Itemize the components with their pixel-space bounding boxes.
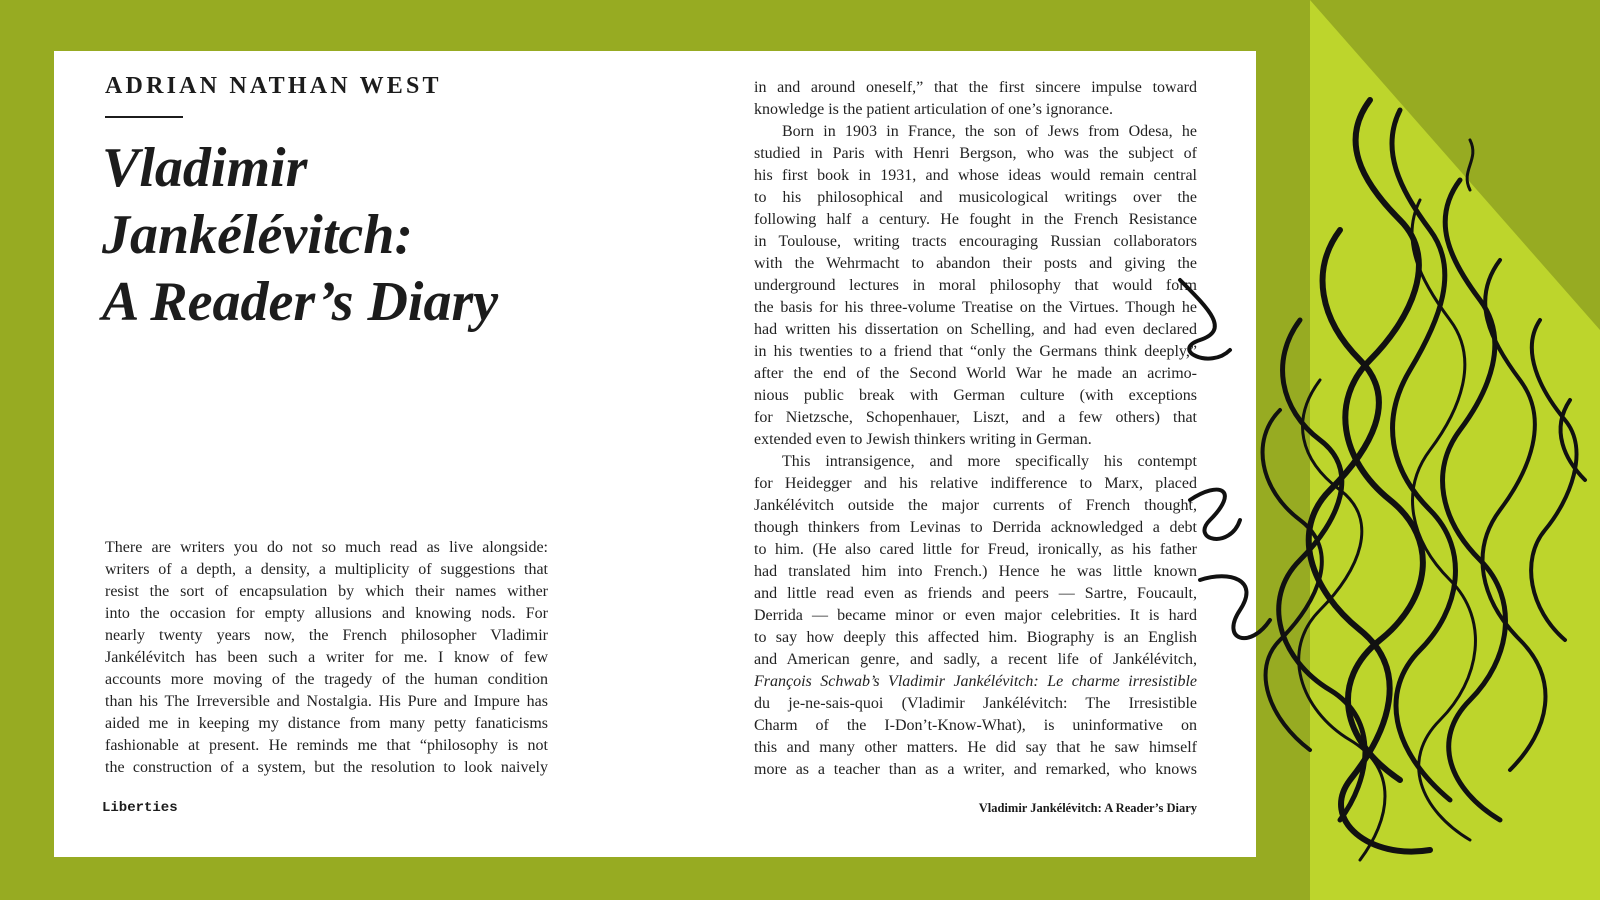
body-line: and little read even as friends and peers — Sartre, Foucault, bbox=[754, 585, 1197, 602]
body-line: to say how deeply this affected him. Biography is an English bbox=[754, 629, 1197, 646]
body-line: writers of a depth, a density, a multiplicity of suggestions that bbox=[105, 561, 548, 578]
body-line: knowledge is the patient articulation of one’s ignorance. bbox=[754, 101, 1113, 118]
body-line: after the end of the Second World War he made an acrimo- bbox=[754, 365, 1197, 382]
title-line: Vladimir bbox=[102, 137, 308, 199]
body-line: his first book in 1931, and whose ideas would remain central bbox=[754, 167, 1197, 184]
body-line: Charm of the I-Don’t-Know-What), is uninformative on bbox=[754, 717, 1197, 734]
body-line: Jankélévitch outside the major currents of French thought, bbox=[754, 497, 1197, 514]
author-divider bbox=[105, 116, 183, 118]
body-line: for Nietzsche, Schopenhauer, Liszt, and a few others) that bbox=[754, 409, 1197, 426]
running-footer-title: Vladimir Jankélévitch: A Reader’s Diary bbox=[978, 801, 1197, 815]
body-line: into the occasion for empty allusions and knowing nods. For bbox=[105, 605, 548, 622]
body-line: Born in 1903 in France, the son of Jews from Odesa, he bbox=[782, 123, 1197, 140]
body-line: Derrida — became minor or even major celebrities. It is hard bbox=[754, 607, 1197, 624]
right-body-column bbox=[754, 77, 1197, 781]
body-line: had written his dissertation on Schelling, and had even declared bbox=[754, 321, 1197, 338]
body-line: and American genre, and sadly, a recent life of Jankélévitch, bbox=[754, 651, 1197, 668]
body-line: studied in Paris with Henri Bergson, who was the subject of bbox=[754, 145, 1197, 162]
body-line: in and around oneself,” that the first sincere impulse toward bbox=[754, 79, 1197, 96]
body-line: François Schwab’s Vladimir Jankélévitch: Le charme irresistible bbox=[754, 673, 1197, 690]
body-line: the construction of a system, but the resolution to look naively bbox=[105, 759, 548, 776]
body-line: underground lectures in moral philosophy that would form bbox=[754, 277, 1197, 294]
body-line: accounts more moving of the tragedy of the human condition bbox=[105, 671, 548, 688]
body-line: to his philosophical and musicological writings over the bbox=[754, 189, 1197, 206]
body-line: this and many other matters. He did say that he saw himself bbox=[754, 739, 1197, 756]
flowing-lines-illustration-icon bbox=[1170, 80, 1600, 890]
body-line: fashionable at present. He reminds me that “philosophy is not bbox=[105, 737, 548, 754]
body-line: with the Wehrmacht to abandon their posts and giving the bbox=[754, 255, 1197, 272]
body-line: the basis for his three-volume Treatise on the Virtues. Though he bbox=[754, 299, 1197, 316]
left-body-column bbox=[105, 537, 548, 779]
body-line: than his The Irreversible and Nostalgia. His Pure and Impure has bbox=[105, 693, 548, 710]
body-line: resist the sort of encapsulation by which their names wither bbox=[105, 583, 548, 600]
body-line: Jankélévitch has been such a writer for me. I know of few bbox=[105, 649, 548, 666]
body-line: though thinkers from Levinas to Derrida acknowledged a debt bbox=[754, 519, 1197, 536]
body-line: extended even to Jewish thinkers writing in German. bbox=[754, 431, 1092, 448]
title-line: A Reader’s Diary bbox=[102, 271, 499, 333]
body-line: nearly twenty years now, the French philosopher Vladimir bbox=[105, 627, 548, 644]
body-line: in his twenties to a friend that “only the Germans think deeply,” bbox=[754, 343, 1197, 360]
body-line: du je-ne-sais-quoi (Vladimir Jankélévitch: The Irresistible bbox=[754, 695, 1197, 712]
body-line: more as a teacher than as a writer, and remarked, who knows bbox=[754, 761, 1197, 778]
title-line: Jankélévitch: bbox=[102, 204, 414, 266]
body-line: for Heidegger and his relative indifference to Marx, placed bbox=[754, 475, 1197, 492]
article-title bbox=[102, 135, 622, 336]
body-line: to him. (He also cared little for Freud, ironically, as his father bbox=[754, 541, 1197, 558]
body-line: This intransigence, and more specifically his contempt bbox=[782, 453, 1197, 470]
body-line: in Toulouse, writing tracts encouraging Russian collaborators bbox=[754, 233, 1197, 250]
body-line: had translated him into French.) Hence he was little known bbox=[754, 563, 1197, 580]
body-line: nious public break with German culture (with exceptions bbox=[754, 387, 1197, 404]
author-name: ADRIAN NATHAN WEST bbox=[105, 73, 442, 99]
publication-logo: Liberties bbox=[102, 800, 178, 816]
magazine-spread bbox=[54, 51, 1256, 857]
body-line: following half a century. He fought in the French Resistance bbox=[754, 211, 1197, 228]
body-line: There are writers you do not so much read as live alongside: bbox=[105, 539, 548, 556]
body-line: aided me in keeping my distance from many petty fanaticisms bbox=[105, 715, 548, 732]
